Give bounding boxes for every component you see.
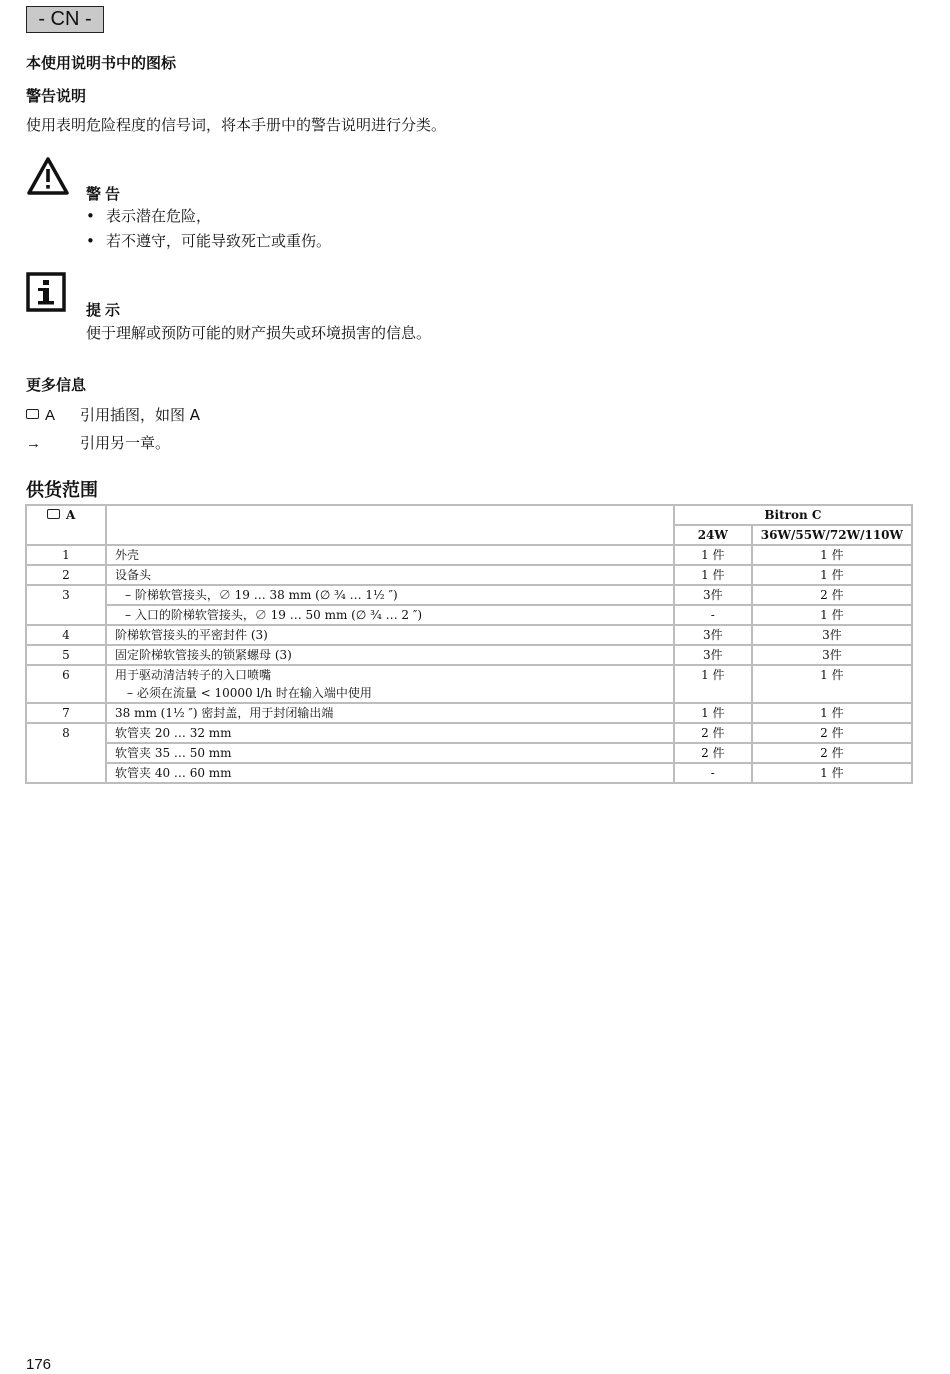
table-cell: 1 件 (674, 565, 752, 585)
table-row (26, 763, 912, 783)
table-cell: 3件 (674, 625, 752, 645)
table-cell-line: – 必须在流量 < 10000 l/h 时在输入端中使用 (127, 686, 372, 700)
table-cell: 1 件 (752, 665, 912, 703)
table-row (26, 585, 912, 605)
table-cell: – 入口的阶梯软管接头，∅ 19 … 50 mm (∅ ¾ … 2 ″) (106, 605, 674, 625)
info-icon (26, 272, 66, 312)
page-number: 176 (26, 1356, 52, 1373)
table-cell-line: 用于驱动清洁转子的入口喷嘴 (115, 668, 272, 682)
table-cell: 8 (26, 723, 106, 783)
language-tab: - CN - (26, 6, 104, 33)
table-cell: 1 件 (752, 545, 912, 565)
more-info-heading: 更多信息 (26, 376, 87, 394)
table-cell: 1 件 (752, 565, 912, 585)
table-row (26, 723, 912, 743)
table-cell: 1 件 (674, 665, 752, 703)
warning-triangle-icon (26, 156, 70, 196)
table-cell: 1 件 (674, 545, 752, 565)
chapter-reference-row (26, 433, 170, 453)
table-cell: 5 (26, 645, 106, 665)
table-cell: 38 mm (1½ ″) 密封盖，用于封闭输出端 (106, 703, 674, 723)
table-row (26, 625, 912, 645)
table-cell: 1 件 (752, 703, 912, 723)
warnings-intro: 使用表明危险程度的信号词，将本手册中的警告说明进行分类。 (26, 116, 447, 134)
table-row (26, 605, 912, 625)
warnings-heading: 警告说明 (26, 87, 87, 105)
table-header-description (106, 505, 674, 545)
arrow-icon: → (26, 435, 41, 452)
warning-bullet-text: 若不遵守，可能导致死亡或重伤。 (106, 232, 332, 250)
warning-bullet-list (86, 204, 331, 254)
table-cell: 2 (26, 565, 106, 585)
table-cell: 3件 (752, 645, 912, 665)
table-cell: 2 件 (674, 743, 752, 763)
table-cell: 软管夹 35 … 50 mm (106, 743, 674, 763)
table-cell: 3件 (674, 645, 752, 665)
table-header-24w: 24W (674, 525, 752, 545)
table-row (26, 703, 912, 723)
figure-reference-row (26, 405, 200, 425)
note-title: 提示 (86, 301, 125, 319)
table-cell: – 阶梯软管接头，∅ 19 … 38 mm (∅ ¾ … 1½ ″) (106, 585, 674, 605)
list-item: • 若不遵守，可能导致死亡或重伤。 (86, 232, 332, 250)
figure-box-icon (47, 509, 60, 519)
table-cell: 软管夹 40 … 60 mm (106, 763, 674, 783)
table-cell: 1 (26, 545, 106, 565)
table-cell: 3件 (674, 585, 752, 605)
table-cell: 2 件 (752, 585, 912, 605)
table-cell: 外壳 (106, 545, 674, 565)
table-cell: 4 (26, 625, 106, 645)
table-cell: 2 件 (752, 743, 912, 763)
table-cell: 3件 (752, 625, 912, 645)
figure-ref-text: 引用插图，如图 A (80, 406, 201, 424)
warning-bullet-text: 表示潜在危险， (106, 207, 212, 225)
table-cell: 1 件 (674, 703, 752, 723)
table-cell: 软管夹 20 … 32 mm (106, 723, 674, 743)
figure-ref-symbol: A (45, 407, 56, 424)
scope-of-delivery-table (25, 504, 913, 784)
chapter-ref-text: 引用另一章。 (80, 434, 171, 452)
table-row (26, 565, 912, 585)
table-cell: 7 (26, 703, 106, 723)
table-header-36-110w: 36W/55W/72W/110W (752, 525, 912, 545)
note-text: 便于理解或预防可能的财产损失或环境损害的信息。 (86, 324, 432, 342)
table-header-model: Bitron C (674, 505, 912, 525)
figure-box-icon (26, 409, 39, 419)
table-header-figure: A (26, 505, 106, 545)
table-cell: 2 件 (752, 723, 912, 743)
list-item: • 表示潜在危险， (86, 207, 212, 225)
table-cell: 6 (26, 665, 106, 703)
table-cell: 1 件 (752, 763, 912, 783)
table-cell: 3 (26, 585, 106, 625)
table-cell: - (674, 763, 752, 783)
table-cell: 2 件 (674, 723, 752, 743)
scope-of-delivery-title: 供货范围 (26, 480, 98, 501)
table-row (26, 665, 912, 703)
table-cell: - (674, 605, 752, 625)
table-row (26, 743, 912, 763)
warning-title: 警告 (86, 185, 125, 203)
table-cell: 设备头 (106, 565, 674, 585)
table-cell: 1 件 (752, 605, 912, 625)
table-cell: 固定阶梯软管接头的锁紧螺母 (3) (106, 645, 674, 665)
table-cell: 阶梯软管接头的平密封件 (3) (106, 625, 674, 645)
table-row (26, 645, 912, 665)
icons-heading: 本使用说明书中的图标 (26, 54, 177, 72)
table-row (26, 545, 912, 565)
